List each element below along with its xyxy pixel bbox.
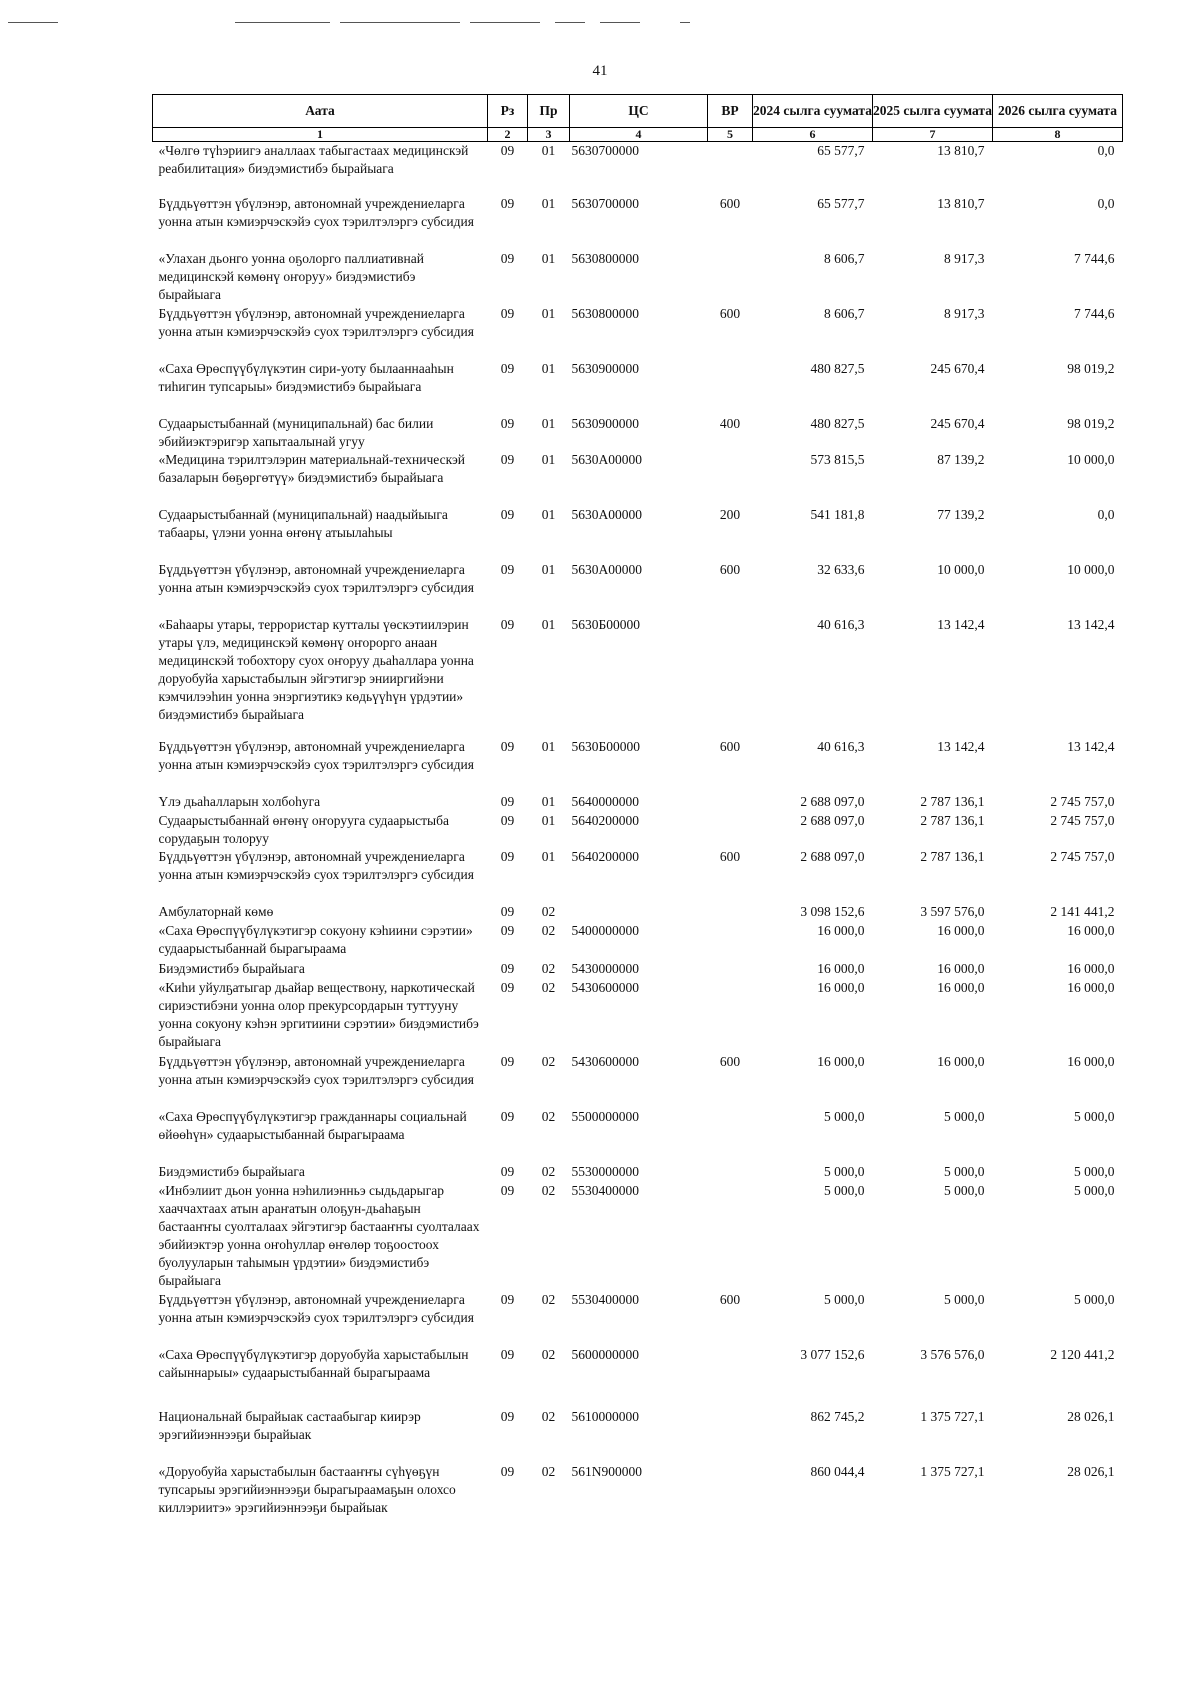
row-rz: 09 — [500, 195, 515, 211]
row-2025: 13 142,4 — [937, 616, 985, 632]
row-name: «Инбэлиит дьон уонна нэһилиэнньэ сыдьдарыгар хааччахтаах атын араҥатын олоҕун-дьаһаҕын бастааҥҥы суолталаах эйгэтигэр бастааҥҥы суолталаах эбийиэктэр уонна оҥоһуллар өҥөлөр тоҕоостоох буолууларын таһымын үрдэтии» биэдэмистибэ бырайыага — [158, 1182, 480, 1288]
row-name: Бүддьүөттэн үбүлэнэр, автономнай учреждениеларга уонна атын кэмиэрчэскэйэ суох тэрилтэлэргэ субсидия — [158, 1291, 474, 1325]
row-cs: 5610000000 — [571, 1408, 639, 1424]
budget-table-container — [152, 94, 1122, 1521]
row-vr — [708, 793, 753, 812]
row-cs: 5630Б00000 — [571, 738, 641, 754]
row-vr: 600 — [719, 561, 741, 577]
row-vr: 600 — [719, 195, 741, 211]
row-name: «Саха Өрөспүүбүлүкэтигэр гражданнары социальнай өйөөһүн» судаарыстыбаннай бырагыраама — [158, 1108, 467, 1142]
row-vr: 600 — [719, 1053, 741, 1069]
row-2025: 13 810,7 — [937, 195, 985, 211]
table-row — [153, 142, 1123, 195]
row-rz: 09 — [500, 305, 515, 321]
row-2025: 5 000,0 — [944, 1108, 985, 1124]
table-row — [153, 561, 1123, 616]
col-header-vr: ВР — [708, 95, 753, 128]
col-number: 7 — [873, 128, 993, 142]
row-rz: 09 — [500, 506, 515, 522]
row-2026: 7 744,6 — [1074, 305, 1115, 321]
row-vr — [708, 979, 753, 1053]
row-rz: 09 — [500, 848, 515, 864]
row-name: Судаарыстыбаннай өҥөнү оҥорууга судаарыстыба сорудаҕын толоруу — [158, 812, 449, 846]
row-2024: 65 577,7 — [817, 143, 865, 158]
row-2026: 16 000,0 — [1067, 960, 1115, 976]
row-cs: 5630Б00000 — [571, 616, 641, 632]
row-cs — [570, 903, 708, 922]
row-2025: 77 139,2 — [937, 506, 985, 522]
table-row — [153, 415, 1123, 451]
row-vr — [708, 812, 753, 848]
row-vr: 200 — [719, 506, 741, 522]
row-vr — [708, 922, 753, 960]
row-2025: 1 375 727,1 — [920, 1408, 985, 1424]
row-2025: 3 576 576,0 — [920, 1346, 985, 1362]
row-cs: 5430000000 — [571, 960, 639, 976]
row-2026: 13 142,4 — [1067, 616, 1115, 632]
row-name: Биэдэмистибэ бырайыага — [158, 960, 305, 976]
table-header-row — [153, 95, 1123, 128]
col-number: 1 — [153, 128, 488, 142]
row-cs: 5600000000 — [571, 1346, 639, 1362]
row-2024: 5 000,0 — [824, 1291, 865, 1307]
row-vr: 600 — [719, 738, 741, 754]
row-rz: 09 — [500, 143, 515, 158]
row-name: Бүддьүөттэн үбүлэнэр, автономнай учреждениеларга уонна атын кэмиэрчэскэйэ суох тэрилтэлэргэ субсидия — [158, 1053, 474, 1087]
row-2026: 28 026,1 — [1067, 1408, 1115, 1424]
row-pr: 01 — [541, 143, 556, 158]
row-2024: 5 000,0 — [824, 1108, 865, 1124]
row-pr: 01 — [541, 360, 556, 376]
row-2025: 5 000,0 — [944, 1163, 985, 1179]
row-2026: 98 019,2 — [1067, 415, 1115, 431]
row-cs: 5640000000 — [571, 793, 639, 809]
row-rz: 09 — [500, 1291, 515, 1307]
col-header-rz: Рз — [488, 95, 528, 128]
row-rz: 09 — [500, 922, 515, 938]
row-2026: 2 745 757,0 — [1050, 848, 1115, 864]
row-pr: 01 — [541, 195, 556, 211]
row-2026: 5 000,0 — [1074, 1291, 1115, 1307]
table-row — [153, 1108, 1123, 1163]
col-header-2026: 2026 сылга суумата — [993, 95, 1123, 128]
table-row — [153, 793, 1123, 812]
row-cs: 5630800000 — [571, 305, 639, 321]
row-2024: 16 000,0 — [817, 922, 865, 938]
row-pr: 01 — [541, 451, 556, 467]
row-name: «Баһаары утары, террористар кутталы үөскэтиилэрин утары үлэ, медицинскэй көмөнү оҥорорго анаан медицинскэй тобохтору суох оҥоруу дьаһаллара уонна доруобуйа харыстабылын эйгэтигэр энииргийэни кэмчилээһин уонна энэргиэтикэ көдьүүһүн үрдэтии» биэдэмистибэ бырайыага — [158, 616, 474, 722]
row-name: Биэдэмистибэ бырайыага — [158, 1163, 305, 1179]
row-pr: 02 — [541, 1053, 556, 1069]
row-name: Бүддьүөттэн үбүлэнэр, автономнай учреждениеларга уонна атын кэмиэрчэскэйэ суох тэрилтэлэргэ субсидия — [158, 848, 474, 882]
table-row — [153, 506, 1123, 561]
row-cs: 5630800000 — [571, 250, 639, 266]
table-row — [153, 305, 1123, 360]
col-header-cs: ЦС — [570, 95, 708, 128]
col-header-pr: Пр — [528, 95, 570, 128]
row-2025: 3 597 576,0 — [920, 903, 985, 919]
row-rz: 09 — [500, 616, 515, 632]
row-cs: 5400000000 — [571, 922, 639, 938]
row-2025: 16 000,0 — [937, 960, 985, 976]
row-2026: 2 141 441,2 — [1050, 903, 1115, 919]
row-pr: 02 — [541, 1182, 556, 1198]
row-2026: 16 000,0 — [1067, 922, 1115, 938]
row-cs: 5530400000 — [571, 1291, 639, 1307]
row-rz: 09 — [500, 360, 515, 376]
table-row — [153, 903, 1123, 922]
row-cs: 5500000000 — [571, 1108, 639, 1124]
row-2024: 5 000,0 — [824, 1182, 865, 1198]
page-number: 41 — [592, 63, 608, 79]
row-name: Амбулаторнай көмө — [158, 903, 274, 919]
row-2025: 2 787 136,1 — [920, 848, 985, 864]
col-header-2024: 2024 сылга суумата — [753, 95, 873, 128]
row-name: «Саха Өрөспүүбүлүкэтигэр доруобуйа харыстабылын сайыннарыы» судаарыстыбаннай бырагыраама — [158, 1346, 469, 1380]
row-name: «Киһи уйулҕатыгар дьайар веществону, наркотическай сириэстибэни уонна олор прекурсордарын туттууну уонна сокуону кэһэн эргитиини сэрэтии» биэдэмистибэ бырайыага — [158, 979, 479, 1049]
row-vr: 400 — [719, 415, 741, 431]
row-cs: 5630700000 — [571, 143, 639, 158]
col-number: 2 — [488, 128, 528, 142]
row-2025: 8 917,3 — [944, 250, 985, 266]
row-2024: 3 077 152,6 — [800, 1346, 865, 1362]
table-row — [153, 960, 1123, 979]
table-row — [153, 848, 1123, 903]
row-cs: 5430600000 — [571, 979, 639, 995]
row-2026: 7 744,6 — [1074, 250, 1115, 266]
table-row — [153, 1291, 1123, 1346]
table-row — [153, 195, 1123, 250]
row-rz: 09 — [500, 903, 515, 919]
row-2024: 541 181,8 — [810, 506, 865, 522]
row-rz: 09 — [500, 250, 515, 266]
table-row — [153, 451, 1123, 506]
row-vr: 600 — [719, 848, 741, 864]
row-rz: 09 — [500, 1346, 515, 1362]
row-2026: 98 019,2 — [1067, 360, 1115, 376]
row-2026: 5 000,0 — [1074, 1182, 1115, 1198]
row-rz: 09 — [500, 1163, 515, 1179]
row-name: «Саха Өрөспүүбүлүкэтигэр сокуону кэһиини сэрэтии» судаарыстыбаннай бырагыраама — [158, 922, 473, 956]
row-pr: 02 — [541, 1291, 556, 1307]
table-row — [153, 1408, 1123, 1463]
row-vr — [708, 1163, 753, 1182]
row-rz: 09 — [500, 738, 515, 754]
row-cs: 5640200000 — [571, 848, 639, 864]
row-2024: 16 000,0 — [817, 979, 865, 995]
col-header-name: Аата — [153, 95, 488, 128]
table-row — [153, 1346, 1123, 1408]
table-row — [153, 250, 1123, 305]
row-rz: 09 — [500, 451, 515, 467]
row-name: Бүддьүөттэн үбүлэнэр, автономнай учреждениеларга уонна атын кэмиэрчэскэйэ суох тэрилтэлэргэ субсидия — [158, 738, 474, 772]
row-2024: 2 688 097,0 — [800, 848, 865, 864]
table-row — [153, 1463, 1123, 1521]
row-2025: 10 000,0 — [937, 561, 985, 577]
row-2026: 10 000,0 — [1067, 561, 1115, 577]
row-2024: 2 688 097,0 — [800, 793, 865, 809]
row-rz: 09 — [500, 979, 515, 995]
row-2025: 2 787 136,1 — [920, 793, 985, 809]
row-2025: 16 000,0 — [937, 1053, 985, 1069]
col-number: 4 — [570, 128, 708, 142]
row-cs: 5630700000 — [571, 195, 639, 211]
row-2025: 245 670,4 — [930, 360, 985, 376]
col-number: 8 — [993, 128, 1123, 142]
row-cs: 561N900000 — [571, 1463, 642, 1479]
row-2026: 0,0 — [1097, 195, 1115, 211]
row-2026: 16 000,0 — [1067, 1053, 1115, 1069]
row-vr — [708, 451, 753, 506]
row-2026: 0,0 — [1097, 143, 1115, 158]
row-name: Бүддьүөттэн үбүлэнэр, автономнай учреждениеларга уонна атын кэмиэрчэскэйэ суох тэрилтэлэргэ субсидия — [158, 561, 474, 595]
row-2025: 8 917,3 — [944, 305, 985, 321]
row-cs: 5640200000 — [571, 812, 639, 828]
row-2025: 5 000,0 — [944, 1291, 985, 1307]
row-2024: 16 000,0 — [817, 960, 865, 976]
row-2025: 87 139,2 — [937, 451, 985, 467]
row-cs: 5630900000 — [571, 415, 639, 431]
row-pr: 01 — [541, 561, 556, 577]
table-row — [153, 1182, 1123, 1291]
row-cs: 5630А00000 — [571, 451, 642, 467]
scan-edge-marks — [0, 22, 1200, 23]
row-pr: 01 — [541, 616, 556, 632]
row-rz: 09 — [500, 1408, 515, 1424]
row-2024: 5 000,0 — [824, 1163, 865, 1179]
row-2026: 10 000,0 — [1067, 451, 1115, 467]
row-2025: 2 787 136,1 — [920, 812, 985, 828]
row-2024: 32 633,6 — [817, 561, 865, 577]
row-2024: 16 000,0 — [817, 1053, 865, 1069]
table-row — [153, 812, 1123, 848]
row-2026: 28 026,1 — [1067, 1463, 1115, 1479]
col-number: 5 — [708, 128, 753, 142]
row-2024: 2 688 097,0 — [800, 812, 865, 828]
row-pr: 01 — [541, 415, 556, 431]
row-2024: 40 616,3 — [817, 616, 865, 632]
table-row — [153, 616, 1123, 738]
table-body — [153, 142, 1123, 1521]
row-2024: 860 044,4 — [810, 1463, 865, 1479]
row-rz: 09 — [500, 561, 515, 577]
row-name: Судаарыстыбаннай (муниципальнай) наадыйыыга табаары, үлэни уонна өҥөнү атыылаһыы — [158, 506, 448, 540]
row-pr: 02 — [541, 922, 556, 938]
row-pr: 01 — [541, 305, 556, 321]
row-2025: 16 000,0 — [937, 979, 985, 995]
row-rz: 09 — [500, 415, 515, 431]
row-pr: 02 — [541, 1163, 556, 1179]
row-pr: 02 — [541, 903, 556, 919]
row-2026: 2 745 757,0 — [1050, 812, 1115, 828]
table-row — [153, 979, 1123, 1053]
row-2024: 480 827,5 — [810, 360, 865, 376]
row-2026: 2 120 441,2 — [1050, 1346, 1115, 1362]
row-pr: 01 — [541, 812, 556, 828]
row-name: Судаарыстыбаннай (муниципальнай) бас билии эбийиэктэригэр хапытаалынай угуу — [158, 415, 434, 449]
row-name: Национальнай бырайыак састаабыгар киирэр эрэгийиэннээҕи бырайыак — [158, 1408, 421, 1442]
row-rz: 09 — [500, 1182, 515, 1198]
col-header-2025: 2025 сылга суумата — [873, 95, 993, 128]
row-vr — [708, 1182, 753, 1291]
row-vr: 600 — [719, 305, 741, 321]
row-2026: 0,0 — [1097, 506, 1115, 522]
row-2026: 16 000,0 — [1067, 979, 1115, 995]
row-2024: 480 827,5 — [810, 415, 865, 431]
row-vr — [708, 616, 753, 738]
row-2026: 2 745 757,0 — [1050, 793, 1115, 809]
row-2025: 1 375 727,1 — [920, 1463, 985, 1479]
row-vr — [708, 960, 753, 979]
row-pr: 01 — [541, 738, 556, 754]
row-name: Бүддьүөттэн үбүлэнэр, автономнай учреждениеларга уонна атын кэмиэрчэскэйэ суох тэрилтэлэргэ субсидия — [158, 195, 474, 229]
row-name: «Доруобуйа харыстабылын бастааҥҥы сүһүөҕүн тупсарыы эрэгийиэннээҕи бырагыраамаҕын олохсо киллэриитэ» эрэгийиэннээҕи бырайыак — [158, 1463, 456, 1515]
row-pr: 02 — [541, 1408, 556, 1424]
row-name: Үлэ дьаһалларын холбоһуга — [158, 793, 321, 809]
row-rz: 09 — [500, 1108, 515, 1124]
row-2024: 40 616,3 — [817, 738, 865, 754]
row-cs: 5630900000 — [571, 360, 639, 376]
row-pr: 01 — [541, 848, 556, 864]
col-number: 6 — [753, 128, 873, 142]
row-name: «Медицина тэрилтэлэрин материальнай-техническэй базаларын бөҕөргөтүү» биэдэмистибэ бырайыага — [158, 451, 465, 485]
row-vr — [708, 360, 753, 415]
row-vr — [708, 1108, 753, 1163]
row-rz: 09 — [500, 793, 515, 809]
row-2024: 8 606,7 — [824, 305, 865, 321]
row-rz: 09 — [500, 1463, 515, 1479]
row-2025: 5 000,0 — [944, 1182, 985, 1198]
row-cs: 5630А00000 — [571, 561, 642, 577]
row-pr: 01 — [541, 250, 556, 266]
row-2024: 573 815,5 — [810, 451, 865, 467]
row-2025: 13 810,7 — [937, 143, 985, 158]
table-row — [153, 1053, 1123, 1108]
row-2024: 3 098 152,6 — [800, 903, 865, 919]
row-pr: 02 — [541, 1108, 556, 1124]
row-2025: 13 142,4 — [937, 738, 985, 754]
row-pr: 01 — [541, 793, 556, 809]
row-vr — [708, 1408, 753, 1463]
row-pr: 02 — [541, 1463, 556, 1479]
table-row — [153, 738, 1123, 793]
row-vr: 600 — [719, 1291, 741, 1307]
row-name: «Чөлгө түһэриигэ аналлаах табыгастаах медицинскэй реабилитация» биэдэмистибэ бырайыага — [158, 143, 469, 176]
row-rz: 09 — [500, 812, 515, 828]
budget-table — [152, 94, 1123, 1521]
row-name: Бүддьүөттэн үбүлэнэр, автономнай учреждениеларга уонна атын кэмиэрчэскэйэ суох тэрилтэлэргэ субсидия — [158, 305, 474, 339]
row-pr: 01 — [541, 506, 556, 522]
row-name: «Саха Өрөспүүбүлүкэтин сири-уоту былааннааһын тиһигин тупсарыы» биэдэмистибэ бырайыага — [158, 360, 454, 394]
row-pr: 02 — [541, 960, 556, 976]
row-2026: 13 142,4 — [1067, 738, 1115, 754]
row-pr: 02 — [541, 1346, 556, 1362]
row-2026: 5 000,0 — [1074, 1163, 1115, 1179]
row-rz: 09 — [500, 1053, 515, 1069]
table-row — [153, 1163, 1123, 1182]
row-rz: 09 — [500, 960, 515, 976]
row-2024: 65 577,7 — [817, 195, 865, 211]
row-vr — [708, 1346, 753, 1408]
row-cs: 5530000000 — [571, 1163, 639, 1179]
row-cs: 5430600000 — [571, 1053, 639, 1069]
col-number: 3 — [528, 128, 570, 142]
table-row — [153, 360, 1123, 415]
row-vr — [708, 250, 753, 305]
row-vr — [708, 1463, 753, 1521]
column-number-row — [153, 128, 1123, 142]
row-2024: 8 606,7 — [824, 250, 865, 266]
row-2026: 5 000,0 — [1074, 1108, 1115, 1124]
row-cs: 5530400000 — [571, 1182, 639, 1198]
row-name: «Улахан дьонго уонна оҕолорго паллиативнай медицинскэй көмөнү оҥоруу» биэдэмистибэ бырайыага — [158, 250, 424, 302]
row-vr — [708, 903, 753, 922]
row-2024: 862 745,2 — [810, 1408, 865, 1424]
row-2025: 245 670,4 — [930, 415, 985, 431]
row-pr: 02 — [541, 979, 556, 995]
row-cs: 5630А00000 — [571, 506, 642, 522]
table-row — [153, 922, 1123, 960]
row-2025: 16 000,0 — [937, 922, 985, 938]
row-vr — [708, 142, 753, 195]
